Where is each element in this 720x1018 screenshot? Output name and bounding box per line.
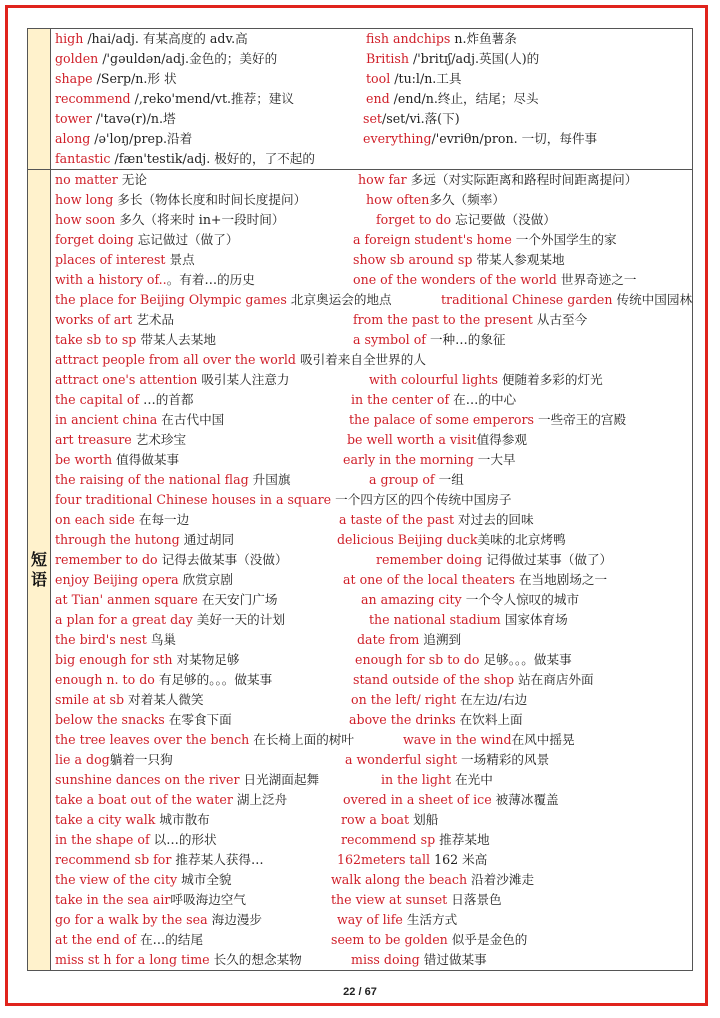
term-english: works of art [55, 312, 133, 327]
phrase-row [51, 410, 692, 430]
label-char: 语 [30, 570, 47, 589]
term-definition: 海边漫步 [207, 912, 262, 927]
right-column-entry [341, 810, 438, 830]
term-english: early in the morning [343, 452, 474, 467]
term-english: one of the wonders of the world [353, 272, 557, 287]
term-definition: 错过做某事 [419, 952, 487, 967]
phrase-row [51, 450, 692, 470]
term-definition: 一些帝王的宫殿 [533, 412, 627, 427]
term-english: miss doing [351, 952, 420, 967]
term-definition: 。有着…的历史 [166, 272, 255, 287]
term-definition: 在每一边 [134, 512, 190, 527]
term-definition: 北京奥运会的地点 [286, 292, 392, 307]
right-column-entry [381, 770, 493, 790]
term-english: a group of [369, 472, 435, 487]
term-definition: 推荐某地 [435, 832, 490, 847]
term-english: stand outside of the shop [353, 672, 515, 687]
right-column-entry [351, 950, 487, 970]
term-definition: 一个外国学生的家 [511, 232, 617, 247]
term-english: the place for Beijing Olympic games [55, 292, 287, 307]
term-english: places of interest [55, 252, 166, 267]
term-english: at one of the local theaters [343, 572, 515, 587]
term-definition: 在光中 [451, 772, 493, 787]
right-column-entry [357, 630, 461, 650]
term-definition: 在风中摇晃 [511, 732, 575, 747]
term-definition: 便随着多彩的灯光 [497, 372, 603, 387]
term-definition: /fæn'testik/adj. 极好的，了不起的 [110, 151, 315, 166]
term-english: at Tian' anmen square [55, 592, 198, 607]
term-definition: /ə'loŋ/prep.沿着 [90, 131, 193, 146]
term-english: along [55, 131, 91, 146]
right-column-entry [376, 210, 556, 230]
right-column-entry [331, 870, 534, 890]
term-definition: 对某物足够 [172, 652, 240, 667]
term-english: remember to do [55, 552, 158, 567]
term-definition: 传统中国园林 [612, 292, 693, 307]
term-definition: 似乎是金色的 [447, 932, 528, 947]
term-definition: 世界奇迹之一 [556, 272, 637, 287]
term-english: end [366, 91, 390, 106]
term-definition: 湖上泛舟 [232, 792, 288, 807]
right-column-entry [403, 730, 575, 750]
term-english: forget to do [376, 212, 452, 227]
term-definition: 在饮料上面 [455, 712, 523, 727]
phrase-row [51, 670, 692, 690]
term-definition: 一场精彩的风景 [457, 752, 550, 767]
term-definition: 被薄冰覆盖 [491, 792, 559, 807]
right-column-entry [363, 129, 597, 149]
term-definition: 欣赏京剧 [178, 572, 234, 587]
term-english: on each side [55, 512, 135, 527]
term-definition: 忘记做过（做了） [133, 232, 239, 247]
term-definition: /set/vi.落(下) [381, 111, 460, 126]
term-english: delicious Beijing duck [337, 532, 478, 547]
phrase-row [51, 750, 692, 770]
term-english: in ancient china [55, 412, 158, 427]
term-english: walk along the beach [331, 872, 468, 887]
word-row [51, 89, 692, 109]
term-english: a wonderful sight [345, 752, 458, 767]
term-english: art treasure [55, 432, 132, 447]
term-definition: 长久的想念某物 [209, 952, 302, 967]
term-english: fantastic [55, 151, 111, 166]
phrases-list [51, 170, 693, 971]
phrase-row [51, 390, 692, 410]
term-definition: 值得参观 [476, 432, 527, 447]
phrase-row [51, 210, 692, 230]
term-english: golden [55, 51, 99, 66]
page-number: 22 / 67 [343, 986, 377, 998]
right-column-entry [366, 89, 539, 109]
term-english: show sb around sp [353, 252, 473, 267]
term-english: enjoy Beijing opera [55, 572, 179, 587]
phrase-row [51, 190, 692, 210]
term-english: the bird's nest [55, 632, 147, 647]
term-definition: 多长（物体长度和时间长度提问） [113, 192, 307, 207]
right-column-entry [337, 530, 566, 550]
right-column-entry [366, 49, 539, 69]
right-column-entry [349, 410, 626, 430]
word-row [51, 129, 692, 149]
right-column-entry [337, 850, 487, 870]
right-column-entry [337, 910, 457, 930]
term-definition: 在…的中心 [449, 392, 517, 407]
term-english: an amazing city [361, 592, 462, 607]
phrase-row [51, 530, 692, 550]
term-english: the raising of the national flag [55, 472, 249, 487]
term-definition: 一个四方区的四个传统中国房子 [331, 492, 512, 507]
term-definition: 一大早 [473, 452, 516, 467]
term-english: tower [55, 111, 92, 126]
term-definition: 在当地剧场之一 [514, 572, 608, 587]
term-english: date from [357, 632, 420, 647]
words-section [28, 29, 693, 170]
phrase-row [51, 230, 692, 250]
right-column-entry [339, 510, 534, 530]
term-definition: /hai/adj. 有某高度的 adv.高 [83, 31, 248, 46]
phrase-row [51, 770, 692, 790]
term-definition: /'gəuldən/adj.金色的；美好的 [98, 51, 278, 66]
term-english: wave in the wind [403, 732, 512, 747]
term-definition: /'tavə(r)/n.塔 [91, 111, 176, 126]
right-column-entry [343, 790, 559, 810]
right-column-entry [347, 430, 527, 450]
right-column-entry [366, 29, 517, 49]
right-column-entry [441, 290, 692, 310]
term-english: big enough for sth [55, 652, 173, 667]
term-definition: 记得做过某事（做了） [482, 552, 613, 567]
term-definition: 生活方式 [402, 912, 458, 927]
right-column-entry [376, 550, 612, 570]
phrase-row [51, 950, 692, 970]
term-definition: 对着某人微笑 [124, 692, 204, 707]
word-row [51, 69, 692, 89]
term-english: attract people from all over the world [55, 352, 296, 367]
term-english: attract one's attention [55, 372, 198, 387]
term-english: overed in a sheet of ice [343, 792, 492, 807]
term-definition: 升国旗 [248, 472, 291, 487]
right-column-entry [361, 590, 579, 610]
term-english: in the light [381, 772, 452, 787]
term-english: shape [55, 71, 93, 86]
term-definition: /Serp/n.形 状 [92, 71, 177, 86]
term-definition: 在长椅上面的树叶 [249, 732, 354, 747]
term-definition: 在零食下面 [164, 712, 232, 727]
term-definition: 在天安门广场 [197, 592, 278, 607]
phrase-row [51, 710, 692, 730]
term-english: the capital of [55, 392, 140, 407]
term-definition: 多久（频率） [429, 192, 505, 207]
right-column-entry [363, 109, 460, 129]
right-column-entry [369, 370, 603, 390]
term-definition: 通过胡同 [179, 532, 235, 547]
term-english: take in the sea air [55, 892, 171, 907]
term-definition: 鸟巢 [146, 632, 177, 647]
right-column-entry [351, 390, 516, 410]
section-label-phrases [28, 170, 51, 971]
right-column-entry [353, 250, 565, 270]
term-english: enough n. to do [55, 672, 155, 687]
term-english: row a boat [341, 812, 410, 827]
term-english: the view at sunset [331, 892, 448, 907]
term-english: from the past to the present [353, 312, 533, 327]
term-english: the tree leaves over the bench [55, 732, 250, 747]
term-definition: 对过去的回味 [454, 512, 534, 527]
term-english: no matter [55, 172, 118, 187]
phrase-row [51, 730, 692, 750]
term-definition: 多久（将来时 in+一段时间） [115, 212, 285, 227]
phrase-row [51, 350, 692, 370]
phrase-row [51, 430, 692, 450]
phrase-row [51, 850, 692, 870]
term-english: lie a dog [55, 752, 110, 767]
term-definition: 吸引着来自全世界的人 [295, 352, 426, 367]
right-column-entry [343, 450, 516, 470]
words-list [51, 29, 693, 170]
term-english: way of life [337, 912, 403, 927]
term-definition: 有足够的。。。做某事 [154, 672, 273, 687]
term-english: four traditional Chinese houses in a square [55, 492, 332, 507]
right-column-entry [355, 650, 572, 670]
phrase-row [51, 690, 692, 710]
phrases-section [28, 170, 693, 971]
right-column-entry [341, 830, 490, 850]
term-english: the palace of some emperors [349, 412, 534, 427]
section-label-words [28, 29, 51, 170]
term-english: seem to be golden [331, 932, 448, 947]
term-english: a foreign student's home [353, 232, 512, 247]
term-english: how far [358, 172, 407, 187]
term-definition: 艺术珍宝 [131, 432, 187, 447]
term-definition: /end/n.终止，结尾；尽头 [389, 91, 539, 106]
term-english: how long [55, 192, 114, 207]
term-definition: 美味的北京烤鸭 [477, 532, 566, 547]
phrase-row [51, 870, 692, 890]
term-definition: 推荐某人获得… [171, 852, 264, 867]
term-english: the view of the city [55, 872, 178, 887]
right-column-entry [366, 190, 505, 210]
phrase-row [51, 490, 692, 510]
term-english: sunshine dances on the river [55, 772, 240, 787]
term-definition: 162 米高 [430, 852, 488, 867]
right-column-entry [353, 670, 594, 690]
term-english: forget doing [55, 232, 134, 247]
phrase-row [51, 310, 692, 330]
right-column-entry [331, 890, 502, 910]
term-definition: 在古代中国 [157, 412, 225, 427]
right-column-entry [353, 330, 506, 350]
term-definition: 足够。。。做某事 [479, 652, 572, 667]
right-column-entry [343, 570, 607, 590]
phrase-row [51, 170, 692, 190]
term-definition: 城市全貌 [177, 872, 232, 887]
term-definition: 带某人参观某地 [472, 252, 565, 267]
term-english: at the end of [55, 932, 137, 947]
phrase-row [51, 270, 692, 290]
term-english: be worth [55, 452, 113, 467]
term-definition: 艺术品 [132, 312, 175, 327]
term-english: with a history of.. [55, 272, 167, 287]
term-english: a taste of the past [339, 512, 455, 527]
phrase-row [51, 610, 692, 630]
term-english: remember doing [376, 552, 483, 567]
right-column-entry [353, 270, 636, 290]
term-definition: 值得做某事 [112, 452, 180, 467]
term-english: take sb to sp [55, 332, 137, 347]
term-english: the national stadium [369, 612, 501, 627]
phrase-row [51, 250, 692, 270]
term-definition: 多远（对实际距离和路程时间距离提问） [406, 172, 638, 187]
term-english: recommend sp [341, 832, 436, 847]
right-column-entry [353, 310, 587, 330]
term-definition: 景点 [165, 252, 195, 267]
term-definition: 一个令人惊叹的城市 [461, 592, 580, 607]
term-english: with colourful lights [369, 372, 498, 387]
phrase-row [51, 330, 692, 350]
right-column-entry [366, 69, 462, 89]
term-definition: 无论 [117, 172, 147, 187]
phrase-row [51, 510, 692, 530]
term-definition: 呼吸海边空气 [170, 892, 246, 907]
term-english: tool [366, 71, 391, 86]
phrase-row [51, 630, 692, 650]
term-definition: 沿着沙滩走 [467, 872, 535, 887]
word-row [51, 109, 692, 129]
term-definition: …的首都 [139, 392, 194, 407]
phrase-row [51, 290, 692, 310]
term-english: high [55, 31, 84, 46]
right-column-entry [349, 710, 523, 730]
term-definition: 一种…的象征 [425, 332, 506, 347]
term-english: how often [366, 192, 430, 207]
phrase-row [51, 650, 692, 670]
word-row [51, 149, 692, 169]
term-english: fish andchips [366, 31, 451, 46]
term-definition: 躺着一只狗 [109, 752, 173, 767]
term-english: 162meters tall [337, 852, 431, 867]
term-english: set [363, 111, 382, 126]
term-english: a symbol of [353, 332, 426, 347]
phrase-row [51, 370, 692, 390]
term-definition: 忘记要做（没做） [451, 212, 556, 227]
term-definition: 一组 [434, 472, 464, 487]
term-english: enough for sb to do [355, 652, 480, 667]
term-definition: /'britɪʃ/adj.英国(人)的 [408, 51, 540, 66]
right-column-entry [353, 230, 617, 250]
term-definition: 日落景色 [447, 892, 502, 907]
term-english: go for a walk by the sea [55, 912, 208, 927]
word-row [51, 29, 692, 49]
term-definition: 吸引某人注意力 [197, 372, 290, 387]
term-english: below the snacks [55, 712, 165, 727]
term-definition: /'evriθn/pron. 一切，每件事 [431, 131, 598, 146]
label-char: 短 [30, 550, 47, 569]
right-column-entry [369, 470, 464, 490]
term-definition: 追溯到 [419, 632, 462, 647]
term-english: smile at sb [55, 692, 125, 707]
term-definition: 记得去做某事（没做） [157, 552, 288, 567]
term-english: miss st h for a long time [55, 952, 210, 967]
term-english: take a boat out of the water [55, 792, 233, 807]
term-definition: n.炸鱼薯条 [450, 31, 517, 46]
term-definition: 美好一天的计划 [192, 612, 285, 627]
term-definition: 以…的形状 [149, 832, 217, 847]
right-column-entry [358, 170, 637, 190]
term-english: above the drinks [349, 712, 456, 727]
term-english: recommend sb for [55, 852, 172, 867]
term-english: how soon [55, 212, 116, 227]
term-definition: 城市散布 [155, 812, 210, 827]
term-definition: 从古至今 [532, 312, 588, 327]
term-definition: /tu:l/n.工具 [390, 71, 462, 86]
vocabulary-table [27, 28, 693, 971]
phrase-row [51, 910, 692, 930]
section-label-text [28, 550, 50, 590]
term-english: take a city walk [55, 812, 156, 827]
phrase-row [51, 570, 692, 590]
term-definition: 站在商店外面 [514, 672, 594, 687]
term-definition: 在左边/右边 [456, 692, 528, 707]
right-column-entry [351, 690, 527, 710]
term-english: in the shape of [55, 832, 150, 847]
term-definition: 划船 [409, 812, 439, 827]
term-english: recommend [55, 91, 131, 106]
term-english: in the center of [351, 392, 450, 407]
term-english: through the hutong [55, 532, 180, 547]
right-column-entry [345, 750, 549, 770]
term-english: traditional Chinese garden [441, 292, 613, 307]
term-english: British [366, 51, 409, 66]
word-row [51, 49, 692, 69]
term-definition: 日光湖面起舞 [239, 772, 320, 787]
phrase-row [51, 930, 692, 950]
phrase-row [51, 590, 692, 610]
phrase-row [51, 470, 692, 490]
phrase-row [51, 810, 692, 830]
term-definition: /,reko'mend/vt.推荐；建议 [130, 91, 294, 106]
term-english: be well worth a visit [347, 432, 477, 447]
term-definition: 在…的结尾 [136, 932, 204, 947]
term-english: on the left/ right [351, 692, 457, 707]
term-definition: 带某人去某地 [136, 332, 216, 347]
term-english: everything [363, 131, 432, 146]
phrase-row [51, 550, 692, 570]
term-english: a plan for a great day [55, 612, 193, 627]
right-column-entry [369, 610, 568, 630]
right-column-entry [331, 930, 527, 950]
term-definition: 国家体育场 [500, 612, 568, 627]
phrase-row [51, 890, 692, 910]
phrase-row [51, 830, 692, 850]
phrase-row [51, 790, 692, 810]
